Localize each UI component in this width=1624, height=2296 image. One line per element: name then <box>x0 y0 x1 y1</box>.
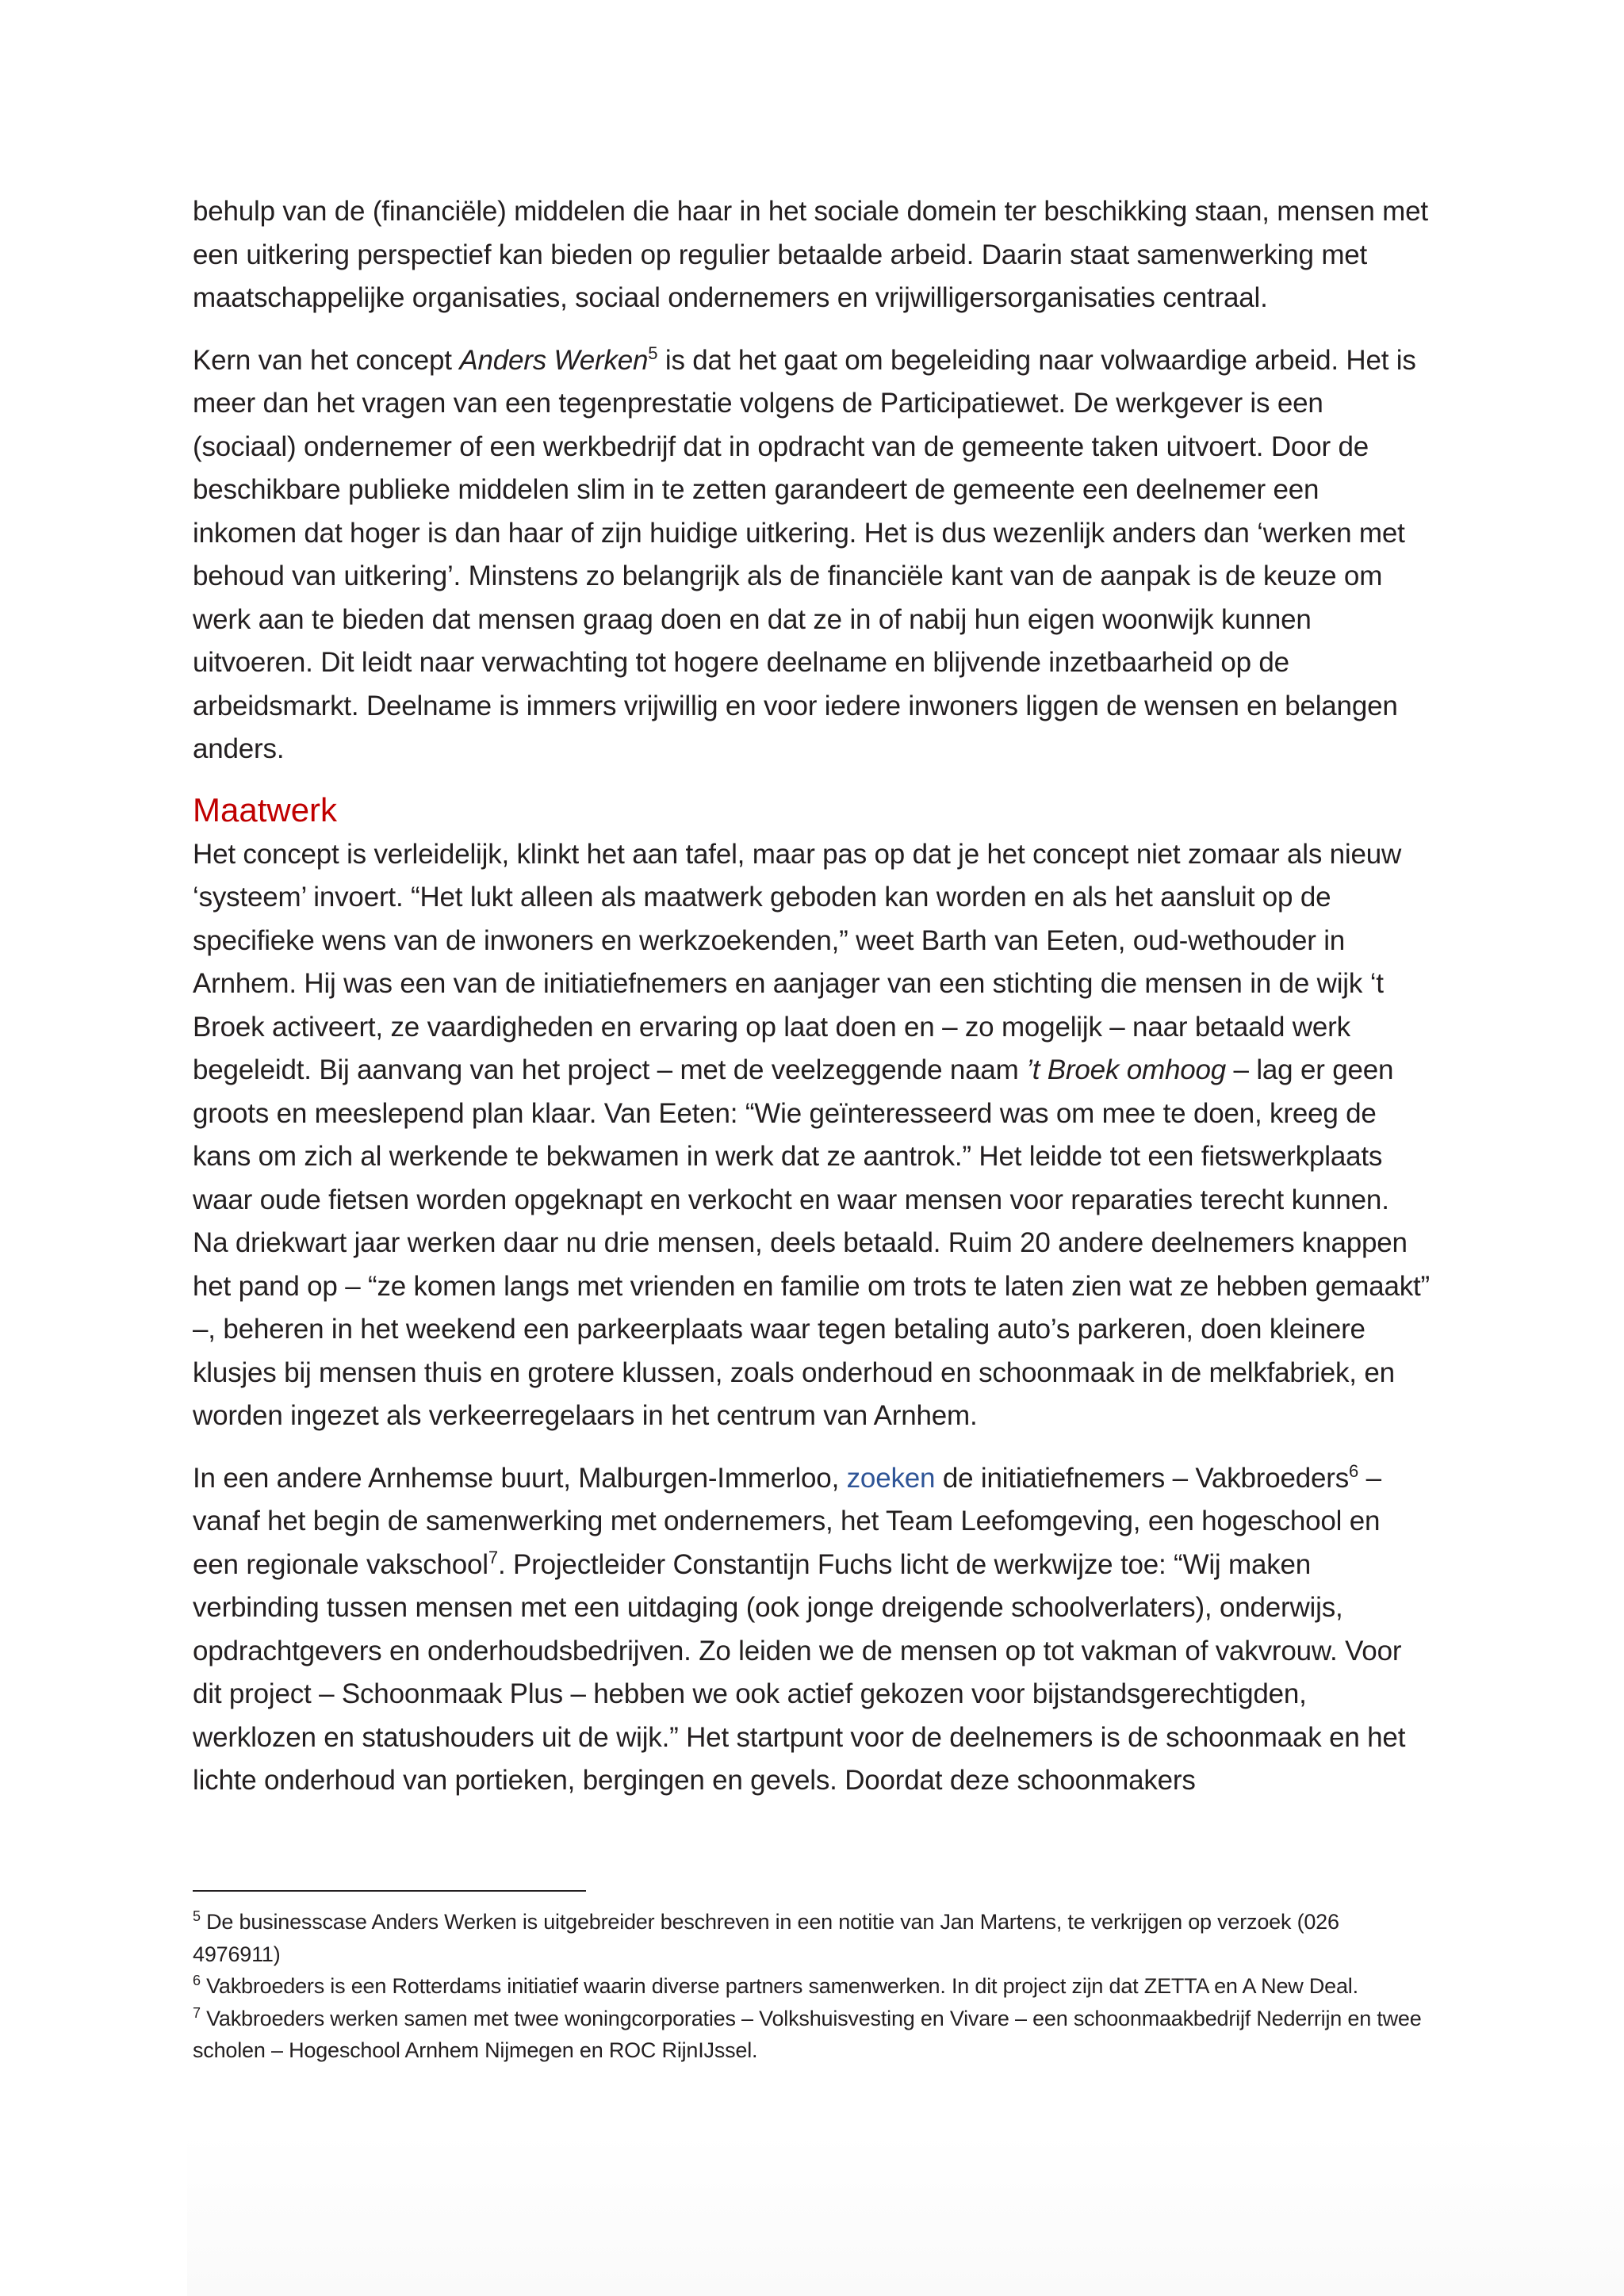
document-body <box>193 190 1430 1822</box>
paragraph-intro: behulp van de (financiële) middelen die haar in het sociale domein ter beschikking staan, mensen met een uitkering perspectief kan bieden op regulier betaalde arbeid. Daarin staat samenwerking met maatschappelijke organisaties, sociaal ondernemers en vrijwilligersorganisaties centraal. <box>193 196 1428 313</box>
footnote-number: 5 <box>193 1908 201 1925</box>
paragraph-text: – lag er geen groots en meeslepend plan klaar. Van Eeten: “Wie geïnteresseerd was om mee te doen, kreeg de kans om zich al werkende te bekwamen in werk dat ze aantrok.” Het leidde tot een fietswerkplaats waar oude fietsen worden opgeknapt en verkocht en waar mensen voor reparaties terecht kunnen. Na driekwart jaar werken daar nu drie mensen, deels betaald. Ruim 20 andere deelnemers knappen het pand op – “ze komen langs met vrienden en familie om trots te laten zien wat ze hebben gemaakt” –, beheren in het weekend een parkeerplaats waar tegen betaling auto’s parkeren, doen kleinere klusjes bij mensen thuis en grotere klussen, zoals onderhoud en schoonmaak in de melkfabriek, en worden ingezet als verkeerregelaars in het centrum van Arnhem. <box>193 1054 1430 1431</box>
paragraph-vakbroeders <box>193 1457 1430 1803</box>
footnote-number: 6 <box>193 1973 201 1989</box>
paragraph-maatwerk <box>193 833 1430 1438</box>
footnote-7 <box>193 2003 1430 2067</box>
paragraph-text: – vanaf het begin de samenwerking met ondernemers, het Team Leefomgeving, een hogeschool en een regionale vakschool <box>193 1462 1381 1580</box>
paragraph-text: de initiatiefnemers – Vakbroeders <box>935 1462 1350 1494</box>
paragraph-text: In een andere Arnhemse buurt, Malburgen-Immerloo, <box>193 1462 847 1494</box>
paragraph-text: Het concept is verleidelijk, klinkt het aan tafel, maar pas op dat je het concept niet zomaar als nieuw ‘systeem’ invoert. “Het lukt alleen als maatwerk geboden kan worden en als het aansluit op de specifieke wens van de inwoners en werkzoekenden,” weet Barth van Eeten, oud-wethouder in Arnhem. Hij was een van de initiatiefnemers en aanjager van een stichting die mensen in de wijk ‘t Broek activeert, ze vaardigheden en ervaring op laat doen en – zo mogelijk – naar betaald werk begeleidt. Bij aanvang van het project – met de veelzeggende naam <box>193 838 1402 1085</box>
footnotes <box>193 1906 1430 2067</box>
footnote-separator <box>193 1890 586 1892</box>
paragraph-text: . Projectleider Constantijn Fuchs licht de werkwijze toe: “Wij maken verbinding tussen mensen met een uitdaging (ook jonge dreigende schoolverlaters), onderwijs, opdrachtgevers en onderhoudsbedrijven. Zo leiden we de mensen op tot vakman of vakvrouw. Voor dit project – Schoonmaak Plus – hebben we ook actief gekozen voor bijstandsgerechtigden, werklozen en statushouders uit de wijk.” Het startpunt voor de deelnemers is de schoonmaak en het lichte onderhoud van portieken, bergingen en gevels. Doordat deze schoonmakers <box>193 1548 1406 1796</box>
footnote-ref-6[interactable]: 6 <box>1349 1460 1359 1481</box>
paragraph-text: Kern van het concept <box>193 344 460 376</box>
project-name: ’t Broek omhoog <box>1026 1054 1227 1085</box>
section-heading-maatwerk: Maatwerk <box>193 790 338 828</box>
footnote-6 <box>193 1970 1430 2003</box>
link-zoeken[interactable]: zoeken <box>846 1462 936 1494</box>
concept-name: Anders Werken <box>459 344 649 376</box>
paragraph-text: is dat het gaat om begeleiding naar volwaardige arbeid. Het is meer dan het vragen van een tegenprestatie volgens de Participatiewet. De werkgever is een (sociaal) ondernemer of een werkbedrijf dat in opdracht van de gemeente taken uitvoert. Door de beschikbare publieke middelen slim in te zetten garandeert de gemeente een deelnemer een inkomen dat hoger is dan haar of zijn huidige uitkering. Het is dus wezenlijk anders dan ‘werken met behoud van uitkering’. Minstens zo belangrijk als de financiële kant van de aanpak is de keuze om werk aan te bieden dat mensen graag doen en dat ze in of nabij hun eigen woonwijk kunnen uitvoeren. Dit leidt naar verwachting tot hogere deelname en blijvende inzetbaarheid op de arbeidsmarkt. Deelname is immers vrijwillig en voor iedere inwoners liggen de wensen en belangen anders. <box>193 344 1416 764</box>
paragraph-anders-werken <box>193 339 1430 771</box>
footnote-text: Vakbroeders werken samen met twee woningcorporaties – Volkshuisvesting en Vivare – een schoonmaakbedrijf Nederrijn en twee scholen – Hogeschool Arnhem Nijmegen en ROC RijnIJssel. <box>193 2006 1422 2062</box>
footnote-text: De businesscase Anders Werken is uitgebreider beschreven in een notitie van Jan Martens, te verkrijgen op verzoek (026 4976911) <box>193 1910 1339 1966</box>
page-bottom-shade <box>187 2133 1624 2296</box>
footnote-text: Vakbroeders is een Rotterdams initiatief waarin diverse partners samenwerken. In dit project zijn dat ZETTA en A New Deal. <box>200 1974 1358 1998</box>
footnote-number: 7 <box>193 2004 201 2021</box>
footnote-5 <box>193 1906 1430 1970</box>
footnote-ref-5[interactable]: 5 <box>648 342 658 363</box>
footnote-ref-7[interactable]: 7 <box>488 1547 498 1567</box>
